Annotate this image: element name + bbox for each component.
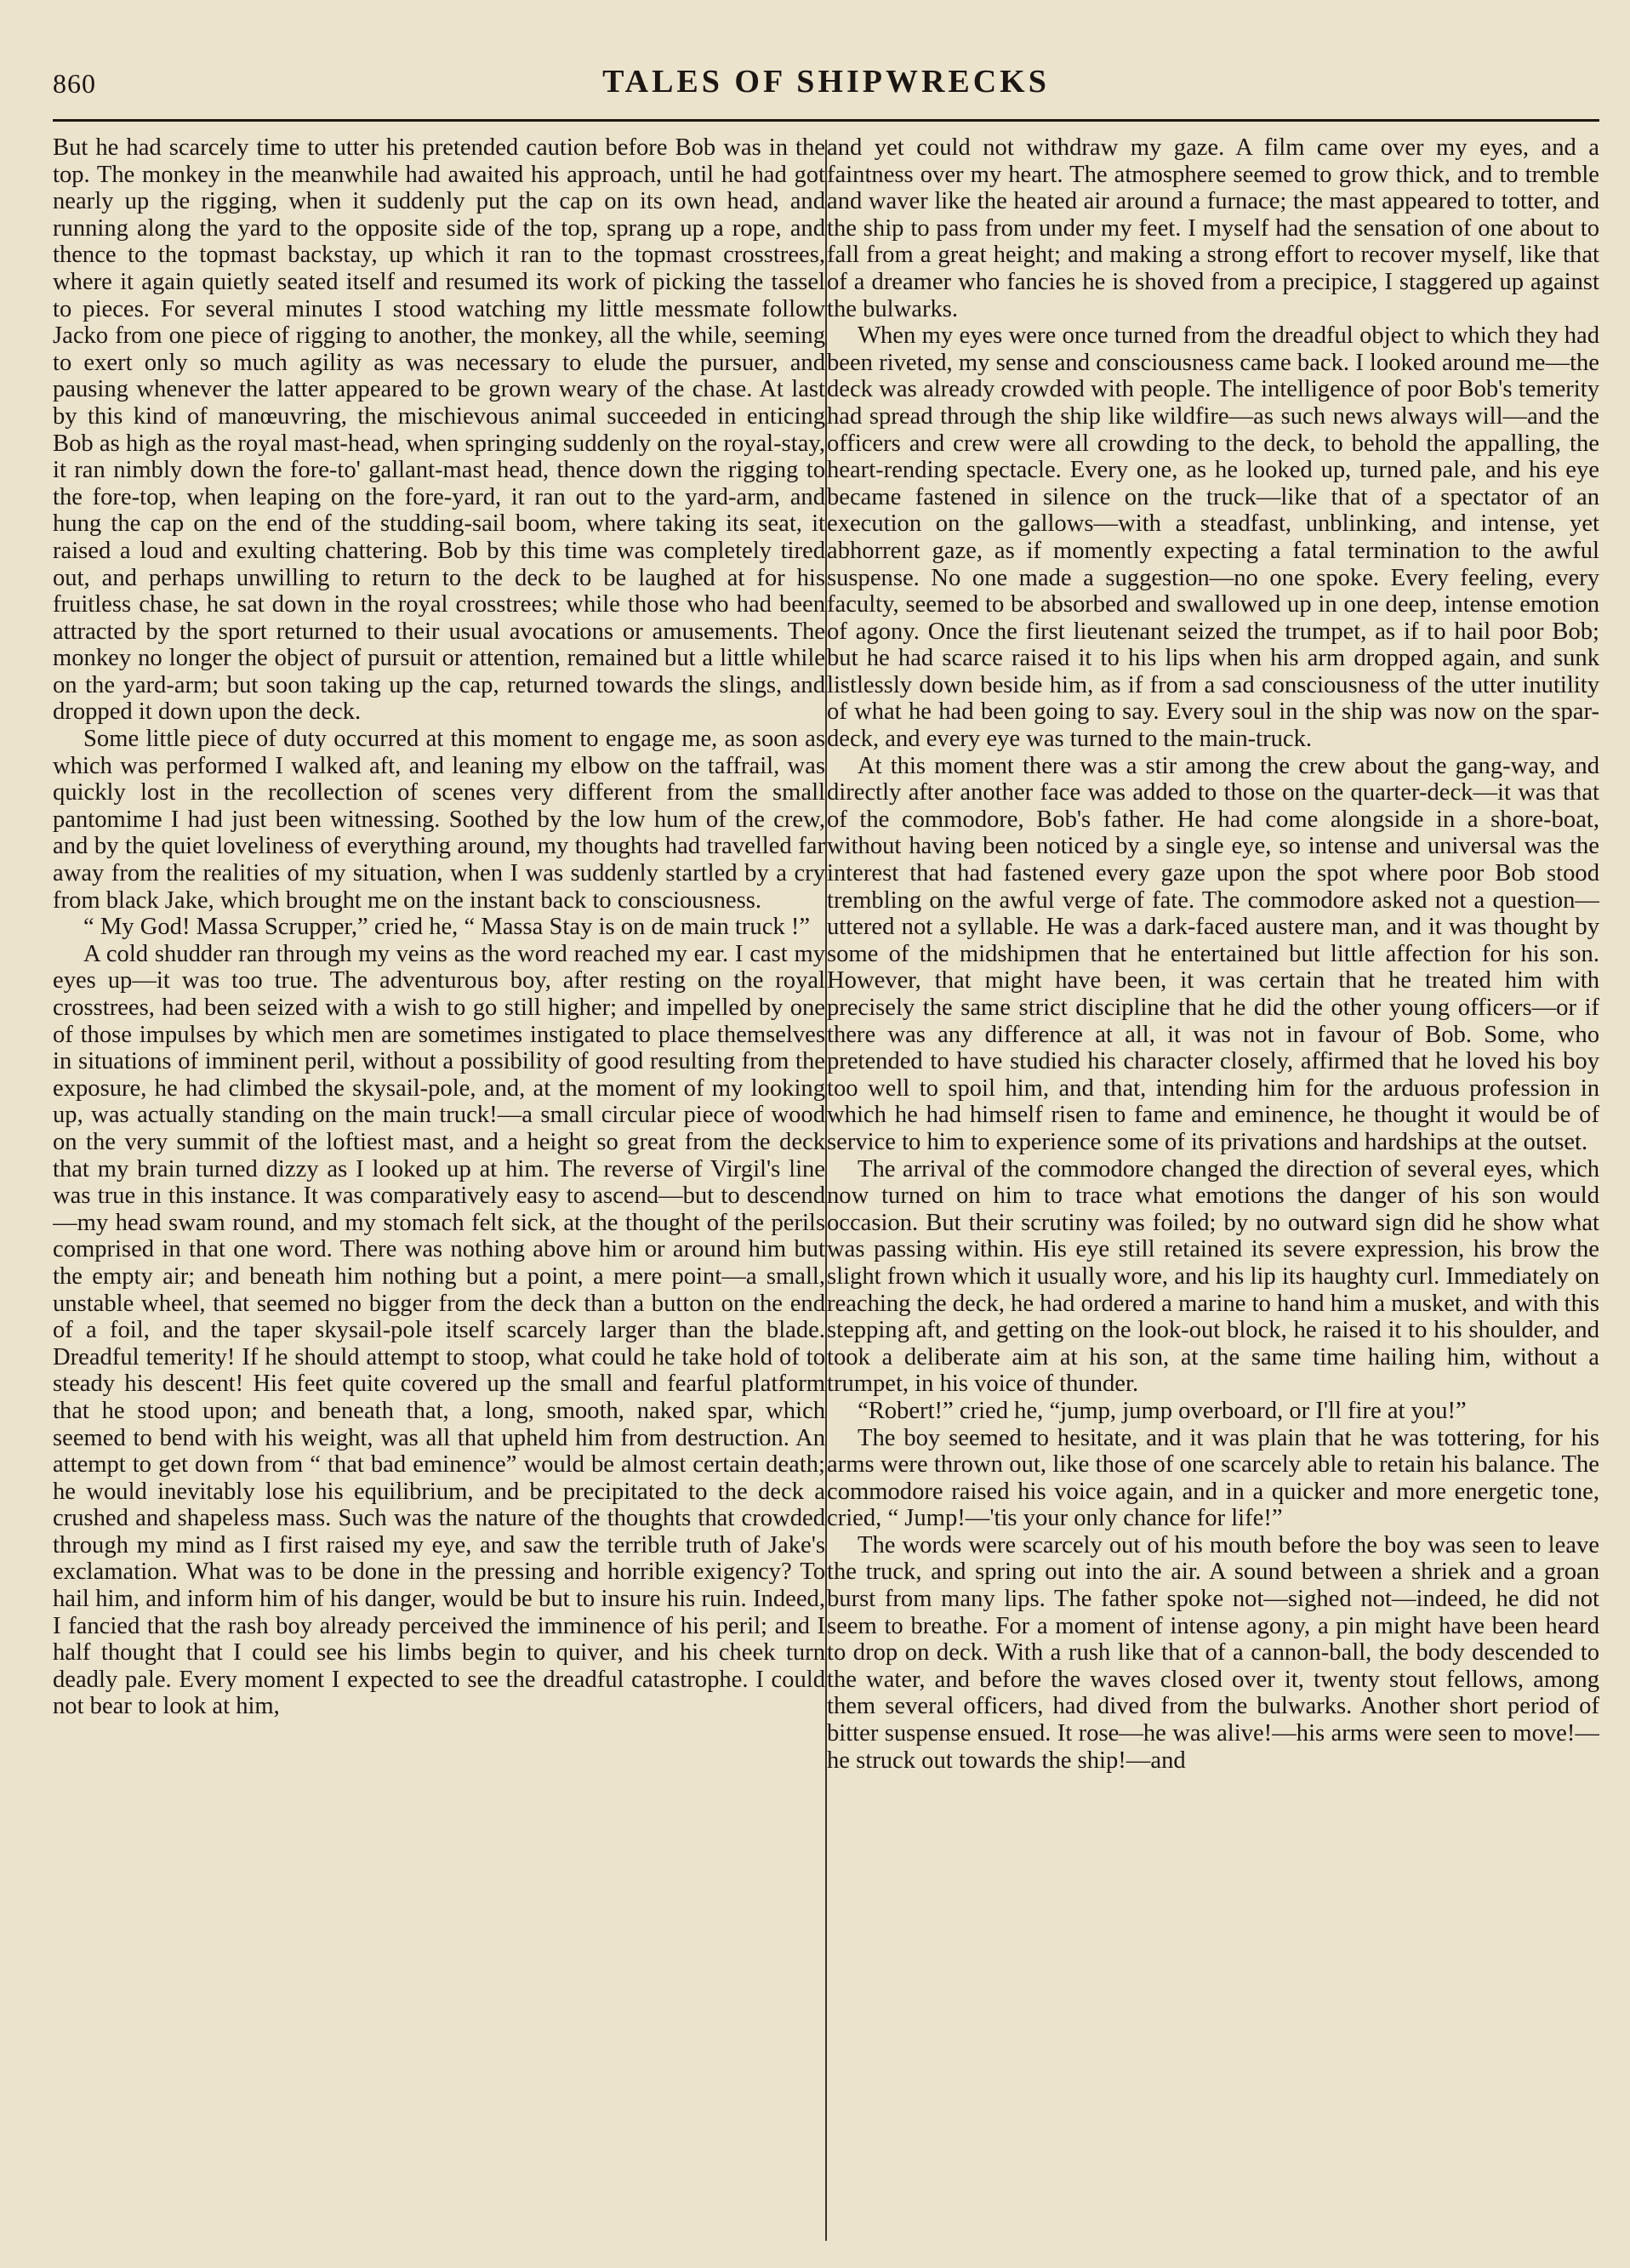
- right-column: [827, 134, 1599, 2244]
- paragraph: At this moment there was a stir among the crew about the gang-way, and directly after another face was added to those on the quarter-deck—it was that of the commodore, Bob's father. He had come alongside in a shore-boat, without having been noticed by a single eye, so intense and universal was the interest that had fastened every gaze upon the spot where poor Bob stood trembling on the awful verge of fate. The commodore asked not a question—uttered not a syllable. He was a dark-faced austere man, and it was thought by some of the midshipmen that he entertained but little affection for his son. However, that might have been, it was certain that he treated him with precisely the same strict discipline that he did the other young officers—or if there was any difference at all, it was not in favour of Bob. Some, who pretended to have studied his character closely, affirmed that he loved his boy too well to spoil him, and that, intending him for the arduous profession in which he had himself risen to fame and eminence, he thought it would be of service to him to experience some of its privations and hardships at the outset.: [827, 752, 1599, 1155]
- running-head: [53, 53, 1599, 114]
- text-columns: [53, 134, 1599, 2244]
- paragraph: The boy seemed to hesitate, and it was plain that he was tottering, for his arms were thrown out, like those of one scarcely able to retain his balance. The commodore raised his voice again, and in a quicker and more energetic tone, cried, “ Jump!—'tis your only chance for life!”: [827, 1424, 1599, 1532]
- paragraph: The words were scarcely out of his mouth before the boy was seen to leave the truck, and spring out into the air. A sound between a shriek and a groan burst from many lips. The father spoke not—sighed not—indeed, he did not seem to breathe. For a moment of intense agony, a pin might have been heard to drop on deck. With a rush like that of a cannon-ball, the body descended to the water, and before the waves closed over it, twenty stout fellows, among them several officers, had dived from the bulwarks. Another short period of bitter suspense ensued. It rose—he was alive!—his arms were seen to move!—he struck out towards the ship!—and: [827, 1531, 1599, 1774]
- paragraph: When my eyes were once turned from the dreadful object to which they had been riveted, my sense and consciousness came back. I looked around me—the deck was already crowded with people. The intelligence of poor Bob's temerity had spread through the ship like wildfire—as such news always will—and the officers and crew were all crowding to the deck, to behold the appalling, the heart-rending spectacle. Every one, as he looked up, turned pale, and his eye became fastened in silence on the truck—like that of a spectator of an execution on the gallows—with a steadfast, unblinking, and intense, yet abhorrent gaze, as if momently expecting a fatal termination to the awful suspense. No one made a suggestion—no one spoke. Every feeling, every faculty, seemed to be absorbed and swallowed up in one deep, intense emotion of agony. Once the first lieutenant seized the trumpet, as if to hail poor Bob; but he had scarce raised it to his lips when his arm dropped again, and sunk listlessly down beside him, as if from a sad consciousness of the utter inutility of what he had been going to say. Every soul in the ship was now on the spar-deck, and every eye was turned to the main-truck.: [827, 322, 1599, 753]
- paragraph: and yet could not withdraw my gaze. A film came over my eyes, and a faintness over my heart. The atmosphere seemed to grow thick, and to tremble and waver like the heated air around a furnace; the mast appeared to totter, and the ship to pass from under my feet. I myself had the sensation of one about to fall from a great height; and making a strong effort to recover myself, like that of a dreamer who fancies he is shoved from a precipice, I staggered up against the bulwarks.: [827, 134, 1599, 322]
- running-title: TALES OF SHIPWRECKS: [602, 64, 1050, 100]
- paragraph: Some little piece of duty occurred at this moment to engage me, as soon as which was performed I walked aft, and leaning my elbow on the taffrail, was quickly lost in the recollection of scenes very different from the small pantomime I had just been witnessing. Soothed by the low hum of the crew, and by the quiet loveliness of everything around, my thoughts had travelled far away from the realities of my situation, when I was suddenly startled by a cry from black Jake, which brought me on the instant back to consciousness.: [53, 726, 825, 914]
- paragraph: The arrival of the commodore changed the direction of several eyes, which now turned on him to trace what emotions the danger of his son would occasion. But their scrutiny was foiled; by no outward sign did he show what was passing within. His eye still retained its severe expression, his brow the slight frown which it usually wore, and his lip its haughty curl. Immediately on reaching the deck, he had ordered a marine to hand him a musket, and with this stepping aft, and getting on the look-out block, he raised it to his shoulder, and took a deliberate aim at his son, at the same time hailing him, without a trumpet, in his voice of thunder.: [827, 1155, 1599, 1398]
- left-column: [53, 134, 825, 2244]
- paragraph: “Robert!” cried he, “jump, jump overboard, or I'll fire at you!”: [858, 1397, 1467, 1424]
- paragraph: “ My God! Massa Scrupper,” cried he, “ Massa Stay is on de main truck !”: [83, 914, 811, 941]
- paragraph: But he had scarcely time to utter his pretended caution before Bob was in the top. The monkey in the meanwhile had awaited his approach, until he had got nearly up the rigging, when it suddenly put the cap on its own head, and running along the yard to the opposite side of the top, sprang up a rope, and thence to the topmast backstay, up which it ran to the topmast crosstrees, where it again quietly seated itself and resumed its work of picking the tassel to pieces. For several minutes I stood watching my little messmate follow Jacko from one piece of rigging to another, the monkey, all the while, seeming to exert only so much agility as was necessary to elude the pursuer, and pausing whenever the latter appeared to be grown weary of the chase. At last by this kind of manœuvring, the mischievous animal succeeded in enticing Bob as high as the royal mast-head, when springing suddenly on the royal-stay, it ran nimbly down the fore-to' gallant-mast head, thence down the rigging to the fore-top, when leaping on the fore-yard, it ran out to the yard-arm, and hung the cap on the end of the studding-sail boom, where taking its seat, it raised a loud and exulting chattering. Bob by this time was completely tired out, and perhaps unwilling to return to the deck to be laughed at for his fruitless chase, he sat down in the royal crosstrees; while those who had been attracted by the sport returned to their usual avocations or amusements. The monkey no longer the object of pursuit or attention, remained but a little while on the yard-arm; but soon taking up the cap, returned towards the slings, and dropped it down upon the deck.: [53, 134, 825, 726]
- header-rule: [53, 119, 1599, 122]
- page-number: 860: [53, 68, 96, 99]
- paragraph: A cold shudder ran through my veins as the word reached my ear. I cast my eyes up—it was too true. The adventurous boy, after resting on the royal crosstrees, had been seized with a wish to go still higher; and impelled by one of those impulses by which men are sometimes instigated to place themselves in situations of imminent peril, without a possibility of good resulting from the exposure, he had climbed the skysail-pole, and, at the moment of my looking up, was actually standing on the main truck!—a small circular piece of wood on the very summit of the loftiest mast, and a height so great from the deck that my brain turned dizzy as I looked up at him. The reverse of Virgil's line was true in this instance. It was comparatively easy to ascend—but to descend—my head swam round, and my stomach felt sick, at the thought of the perils comprised in that one word. There was nothing above him or around him but the empty air; and beneath him nothing but a point, a mere point—a small, unstable wheel, that seemed no bigger from the deck than a button on the end of a foil, and the taper skysail-pole itself scarcely larger than the blade. Dreadful temerity! If he should attempt to stoop, what could he take hold of to steady his descent! His feet quite covered up the small and fearful platform that he stood upon; and beneath that, a long, smooth, naked spar, which seemed to bend with his weight, was all that upheld him from destruction. An attempt to get down from “ that bad eminence” would be almost certain death; he would inevitably lose his equilibrium, and be precipitated to the deck a crushed and shapeless mass. Such was the nature of the thoughts that crowded through my mind as I first raised my eye, and saw the terrible truth of Jake's exclamation. What was to be done in the pressing and horrible exigency? To hail him, and inform him of his danger, would be but to insure his ruin. Indeed, I fancied that the rash boy already perceived the imminence of his peril; and I half thought that I could see his limbs begin to quiver, and his cheek turn deadly pale. Every moment I expected to see the dreadful catastrophe. I could not bear to look at him,: [53, 940, 825, 1720]
